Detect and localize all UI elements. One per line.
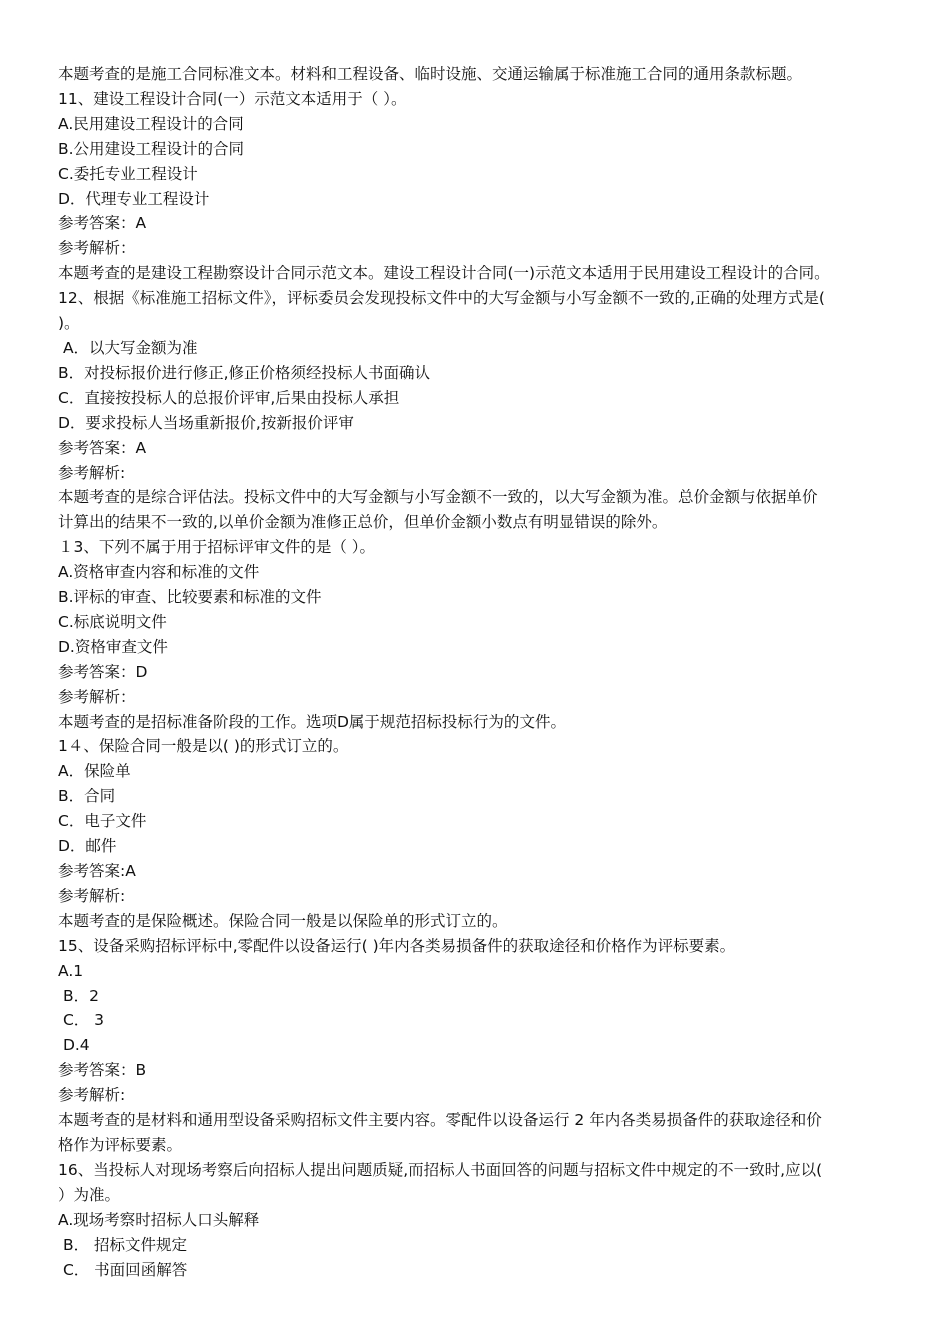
- q13-analysis-text: 本题考查的是招标准备阶段的工作。选项D属于规范招标投标行为的文件。: [58, 712, 566, 731]
- question-16-stem-cont: ）为准。: [58, 1185, 121, 1204]
- q15-option-d: D.4: [58, 1036, 90, 1055]
- question-15-stem: 15、设备采购招标评标中,零配件以设备运行( )年内各类易损备件的获取途径和价格作为评标要素。: [58, 936, 736, 955]
- q13-analysis-label: 参考解析：: [58, 687, 136, 706]
- q15-option-c: C． 3: [58, 1011, 105, 1030]
- q11-option-d: D．代理专业工程设计: [58, 189, 210, 208]
- q11-answer: 参考答案：A: [58, 214, 147, 233]
- q13-option-d: D.资格审查文件: [58, 637, 168, 656]
- q15-option-a: A.1: [58, 961, 84, 980]
- q14-option-b: B．合同: [58, 787, 116, 806]
- q16-option-a: A.现场考察时招标人口头解释: [58, 1210, 260, 1229]
- q12-analysis-text-cont: 计算出的结果不一致的,以单价金额为准修正总价，但单价金额小数点有明显错误的除外。: [58, 513, 668, 532]
- q15-analysis-text: 本题考查的是材料和通用型设备采购招标文件主要内容。零配件以设备运行 2 年内各类易损备件的获取途径和价: [58, 1111, 822, 1130]
- q12-option-b: B．对投标报价进行修正,修正价格须经投标人书面确认: [58, 363, 431, 382]
- question-13-stem: １3、下列不属于用于招标评审文件的是（ ）。: [58, 538, 376, 557]
- q16-option-b: B． 招标文件规定: [58, 1235, 187, 1254]
- q14-answer: 参考答案:A: [58, 862, 136, 880]
- q11-option-a: A.民用建设工程设计的合同: [58, 114, 244, 133]
- q12-option-c: C．直接按投标人的总报价评审,后果由投标人承担: [58, 388, 400, 407]
- q13-option-a: A.资格审查内容和标准的文件: [58, 563, 260, 582]
- q12-analysis-label: 参考解析:: [58, 463, 126, 482]
- q14-analysis-label: 参考解析:: [58, 886, 126, 905]
- q15-analysis-label: 参考解析:: [58, 1086, 126, 1105]
- q11-option-c: C.委托专业工程设计: [58, 164, 198, 183]
- document-page: [58, 62, 898, 1282]
- q12-analysis-text: 本题考查的是综合评估法。投标文件中的大写金额与小写金额不一致的，以大写金额为准。总价金额与依据单价: [58, 488, 818, 507]
- question-14-stem: 1４、保险合同一般是以( )的形式订立的。: [58, 737, 349, 756]
- question-12-stem: 12、根据《标准施工招标文件》，评标委员会发现投标文件中的大写金额与小写金额不一致的,正确的处理方式是(: [58, 289, 825, 308]
- q11-analysis-text: 本题考查的是建设工程勘察设计合同示范文本。建设工程设计合同(一)示范文本适用于民用建设工程设计的合同。: [58, 264, 830, 283]
- q14-option-c: C．电子文件: [58, 812, 147, 831]
- q11-option-b: B.公用建设工程设计的合同: [58, 139, 245, 158]
- q15-analysis-text-cont: 格作为评标要素。: [58, 1135, 183, 1154]
- q15-option-b: B．2: [58, 986, 99, 1005]
- q15-answer: 参考答案：B: [58, 1061, 147, 1080]
- q14-analysis-text: 本题考查的是保险概述。保险合同一般是以保险单的形式订立的。: [58, 911, 508, 930]
- q13-answer: 参考答案：D: [58, 662, 148, 681]
- question-11-stem: 11、建设工程设计合同(一）示范文本适用于（ ）。: [58, 89, 407, 108]
- q12-answer: 参考答案：A: [58, 438, 147, 457]
- q12-option-d: D．要求投标人当场重新报价,按新报价评审: [58, 413, 354, 432]
- q13-option-b: B.评标的审查、比较要素和标准的文件: [58, 588, 322, 607]
- q14-option-d: D．邮件: [58, 837, 117, 856]
- question-12-stem-cont: )。: [58, 314, 80, 333]
- q14-option-a: A．保险单: [58, 762, 131, 781]
- q13-option-c: C.标底说明文件: [58, 612, 167, 631]
- question-16-stem: 16、当投标人对现场考察后向招标人提出问题质疑,而招标人书面回答的问题与招标文件中规定的不一致时,应以(: [58, 1160, 823, 1179]
- analysis-text-q10: 本题考查的是施工合同标准文本。材料和工程设备、临时设施、交通运输属于标准施工合同的通用条款标题。: [58, 65, 803, 83]
- q16-option-c: C． 书面回函解答: [58, 1260, 188, 1279]
- q11-analysis-label: 参考解析：: [58, 239, 136, 258]
- q12-option-a: A．以大写金额为准: [58, 338, 198, 357]
